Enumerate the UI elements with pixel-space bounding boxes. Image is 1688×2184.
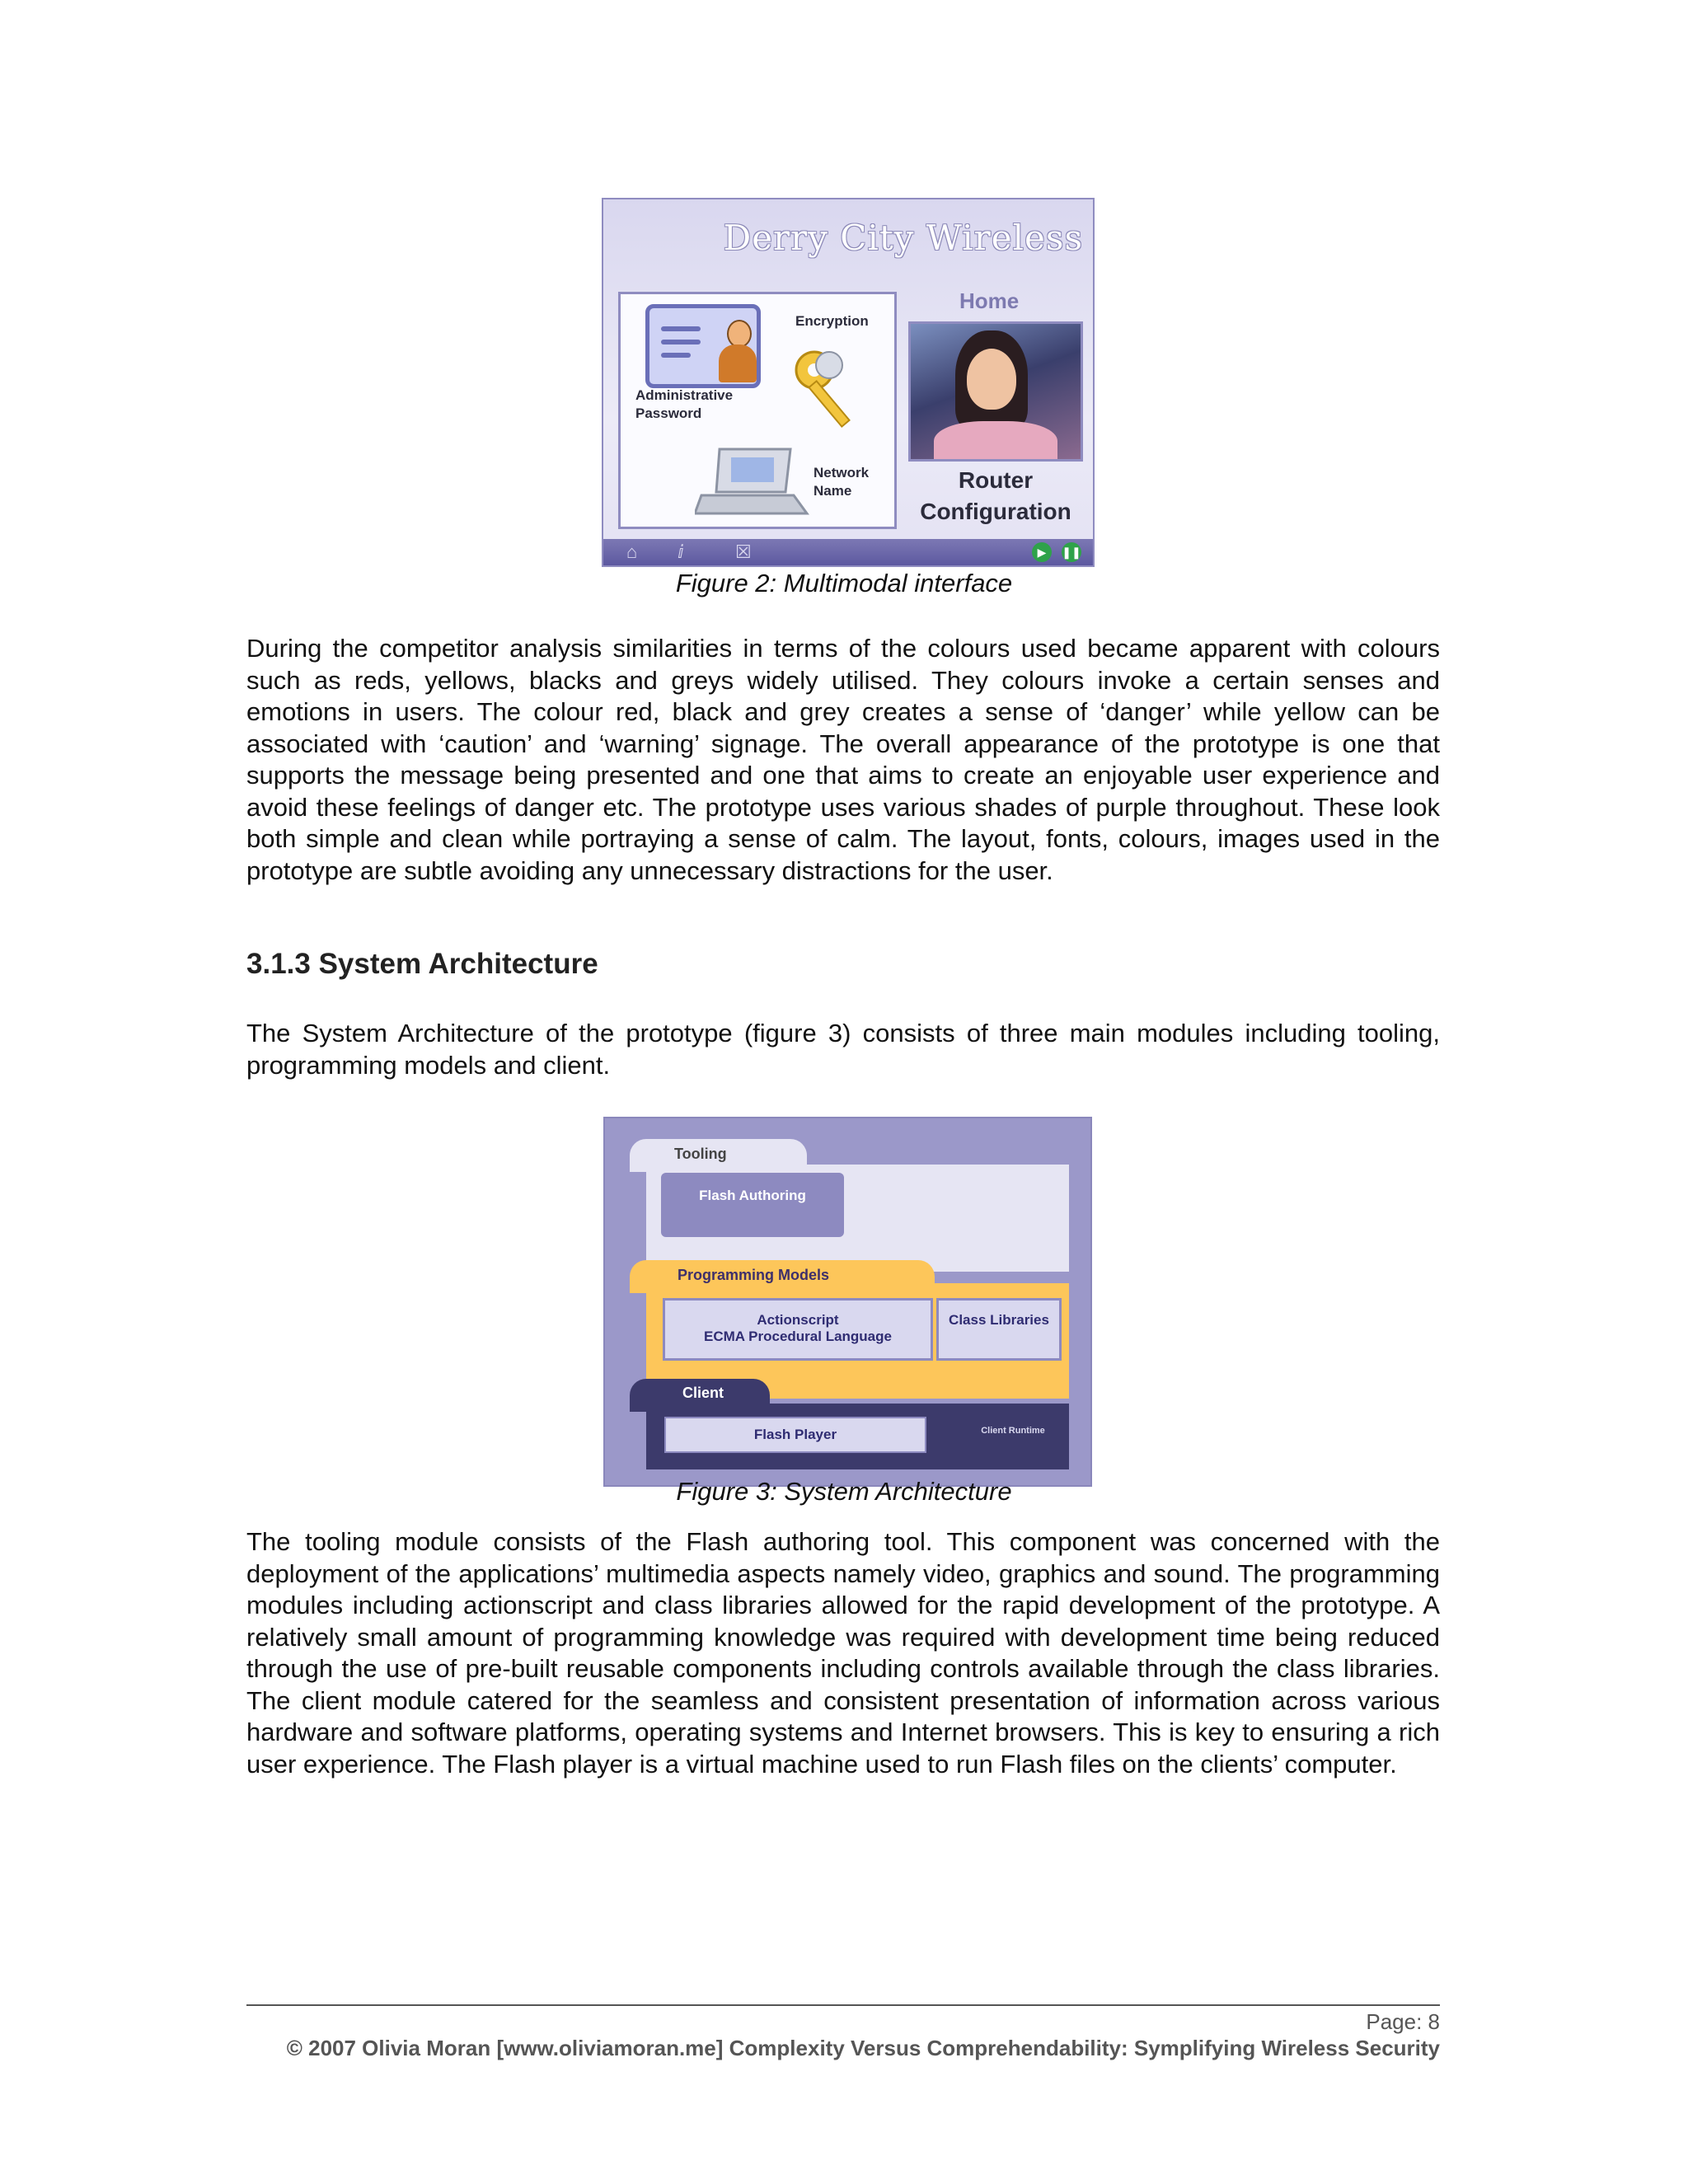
home-label: Home — [959, 288, 1020, 313]
network-name-label: Network Name — [814, 465, 870, 499]
flash-authoring-box: Flash Authoring — [661, 1173, 844, 1237]
id-card-icon — [645, 304, 761, 388]
paragraph-colours: During the competitor analysis similarities in terms of the colours used became apparent with colours such as reds, yellows, blacks and greys widely utilised. They colours invoke a certain senses and emotions in users. The colour red, black and grey creates a sense of ‘danger’ while yellow can be associated with ‘caution’ and ‘warning’ signage. The overall appearance of the prototype is one that supports the message being presented and one that aims to create an enjoyable user experience and avoid these feelings of danger etc. The prototype uses various shades of purple throughout. These look both simple and clean while portraying a sense of calm. The layout, fonts, colours, images used in the prototype are subtle avoiding any unnecessary distractions for the user. — [246, 634, 1440, 885]
admin-password-label: Administrative Password — [635, 387, 734, 421]
client-label: Client — [682, 1385, 724, 1401]
pause-icon: ❚❚ — [1062, 542, 1081, 562]
class-libraries-box: Class Libraries — [936, 1298, 1062, 1361]
page-number: Page: 8 — [1366, 2009, 1440, 2034]
programming-models-label: Programming Models — [678, 1267, 830, 1283]
home-icon: ⌂ — [626, 541, 638, 562]
section-heading: 3.1.3 System Architecture — [246, 948, 598, 980]
figure2-caption: Figure 2: Multimodal interface — [675, 569, 1013, 598]
paragraph-architecture-intro: The System Architecture of the prototype (figure 3) consists of three main modules including tooling, programming models and client. — [246, 1019, 1440, 1080]
tooling-label: Tooling — [674, 1146, 727, 1162]
woman-photo — [908, 321, 1083, 462]
figure-system-architecture — [603, 1117, 1092, 1487]
figure-multimodal-interface — [602, 198, 1095, 567]
ecma-label: ECMA Procedural Language — [704, 1329, 892, 1344]
client-runtime-label: Client Runtime — [981, 1426, 1045, 1436]
settings-panel — [618, 292, 897, 529]
paragraph-modules: The tooling module consists of the Flash authoring tool. This component was concerned with the deployment of the applications’ multimedia aspects namely video, graphics and sound. The programming modules including actionscript and class libraries allowed for the rapid development of the prototype. A relatively small amount of programming knowledge was required with development time being reduced through the use of pre-built reusable components including controls available through the class libraries. The client module catered for the seamless and consistent presentation of information across various hardware and software platforms, operating systems and Internet browsers. This is key to ensuring a rich user experience. The Flash player is a virtual machine used to run Flash files on the clients’ computer. — [246, 1527, 1440, 1779]
keys-icon — [790, 345, 880, 436]
bottom-toolbar — [603, 539, 1093, 565]
footer-copyright: © 2007 Olivia Moran [www.oliviamoran.me] Complexity Versus Comprehendability: Symplifying Wireless Security — [286, 2036, 1440, 2060]
close-icon: ☒ — [735, 541, 752, 562]
figure3-caption: Figure 3: System Architecture — [676, 1477, 1012, 1506]
router-configuration-label: Router Configuration — [920, 467, 1071, 524]
flash-player-box: Flash Player — [664, 1417, 926, 1453]
actionscript-box — [663, 1298, 933, 1361]
play-icon: ▶ — [1032, 542, 1052, 562]
person-icon — [719, 320, 757, 382]
laptop-icon — [695, 444, 810, 518]
encryption-label: Encryption — [795, 313, 869, 329]
info-icon: ⅈ — [678, 541, 684, 562]
actionscript-label: Actionscript — [757, 1312, 839, 1328]
footer-divider — [246, 2004, 1440, 2006]
brand-title: Derry City Wireless — [723, 218, 1083, 258]
